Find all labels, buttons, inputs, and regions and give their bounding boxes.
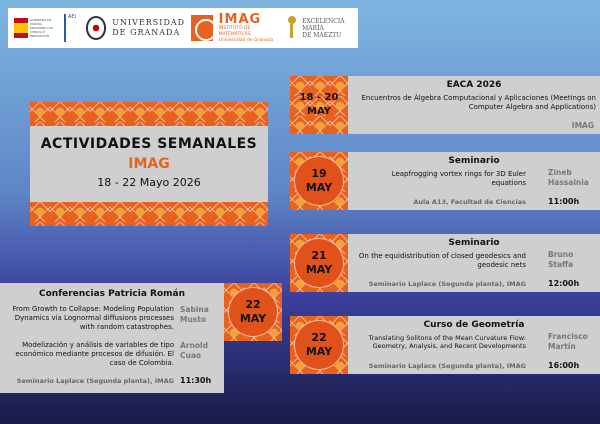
event-type: EACA 2026 [446,80,502,90]
conferences-venue: Seminario Laplace (Segunda planta), IMAG [16,377,174,385]
date-badge [294,320,344,370]
event-time: 11:00h [548,197,580,206]
mm-line2: MARÍA [302,24,324,32]
main-title: ACTIVIDADES SEMANALES [40,136,258,152]
date-badge [294,156,344,206]
talk-speaker: Sabina Musto [180,305,209,324]
event-card-seminar-19 [290,152,600,210]
conferences-card [0,283,224,393]
pattern-strip-top [30,102,268,126]
event-date [290,234,348,292]
mm-line3: DE MAEZTU [302,31,342,39]
conferences-date [224,283,282,341]
event-speaker: Zineb Hassainia [548,168,589,187]
event-date [290,152,348,210]
title-dates: 18 - 22 Mayo 2026 [97,176,201,189]
ugr-seal-icon [86,16,107,40]
spain-flag-icon [14,18,28,38]
gov-text: GOBIERNO DE ESPAÑA MINISTERIO DE CIENCIA E INNOVACIÓN [30,18,53,38]
date-line1: 21 [311,249,327,262]
event-card-seminar-21 [290,234,600,292]
maria-de-maeztu-icon [288,16,296,40]
date-line1: 19 [311,167,327,180]
imag-name: IMAG [218,11,262,27]
event-type: Seminario [448,156,500,166]
event-card-course [290,316,600,374]
ugr-name: UNIVERSIDAD DE GRANADA [112,18,186,37]
event-venue: Aula A13, Facultad de Ciencias [413,198,526,206]
event-speaker: Francisco Martín [548,332,588,351]
event-type: Curso de Geometría [423,320,525,330]
talk-title: Modelización y análisis de variables de tipo económico mediante procesos de difusión. El caso de Colombia. [15,341,174,367]
conferences-heading: Conferencias Patricia Román [39,289,185,299]
date-line2: MAY [239,312,267,325]
imag-logo-text [219,13,282,44]
title-panel [30,126,268,202]
imag-sub2: Universidad de Granada [218,37,274,43]
event-title: Leapfrogging vortex rings for 3D Euler equations [391,170,526,187]
date-line1: 22 [311,331,327,344]
spain-government-logo [14,14,58,42]
imag-sub1: INSTITUTO DE MATEMÁTICAS [218,25,251,37]
talk-speaker: Arnold Cuao [180,341,208,360]
logo-bar [8,8,358,48]
date-line2: MAY [305,263,333,276]
event-venue: IMAG [571,121,594,130]
date-line2: MAY [305,345,333,358]
talk-title: From Growth to Collapse: Modeling Population Dynamics via Lognormal diffusions processes with random catastrophes. [12,305,174,331]
event-venue: Seminario Laplace (Segunda planta), IMAG [368,362,526,370]
mm-line1: EXCELENCIA [302,17,345,25]
imag-logo-icon [191,15,213,41]
event-card-eaca [290,76,600,134]
event-date [290,76,348,134]
event-title: On the equidistribution of closed geodesics and geodesic nets [358,252,526,269]
aei-logo: AEI [64,14,80,42]
event-type: Seminario [448,238,500,248]
conferences-time: 11:30h [180,376,212,385]
event-speaker: Bruno Staffa [548,250,574,269]
date-line1: 18 - 20 [299,92,339,103]
title-box [30,102,268,226]
date-line2: MAY [307,106,331,117]
event-title: Encuentros de Álgebra Computacional y Aplicaciones (Meetings on Computer Algebra and Applications) [361,94,596,111]
event-venue: Seminario Laplace (Segunda planta), IMAG [368,280,526,288]
title-org: IMAG [128,156,170,172]
event-title: Translating Solitons of the Mean Curvature Flow: Geometry, Analysis, and Recent Developments [368,334,526,350]
date-line1: 22 [245,298,261,311]
event-date [290,316,348,374]
maria-de-maeztu-text [302,18,352,39]
date-line2: MAY [305,181,333,194]
event-time: 16:00h [548,361,580,370]
event-time: 12:00h [548,279,580,288]
pattern-strip-bottom [30,202,268,226]
date-badge [228,287,278,337]
date-badge [294,238,344,288]
